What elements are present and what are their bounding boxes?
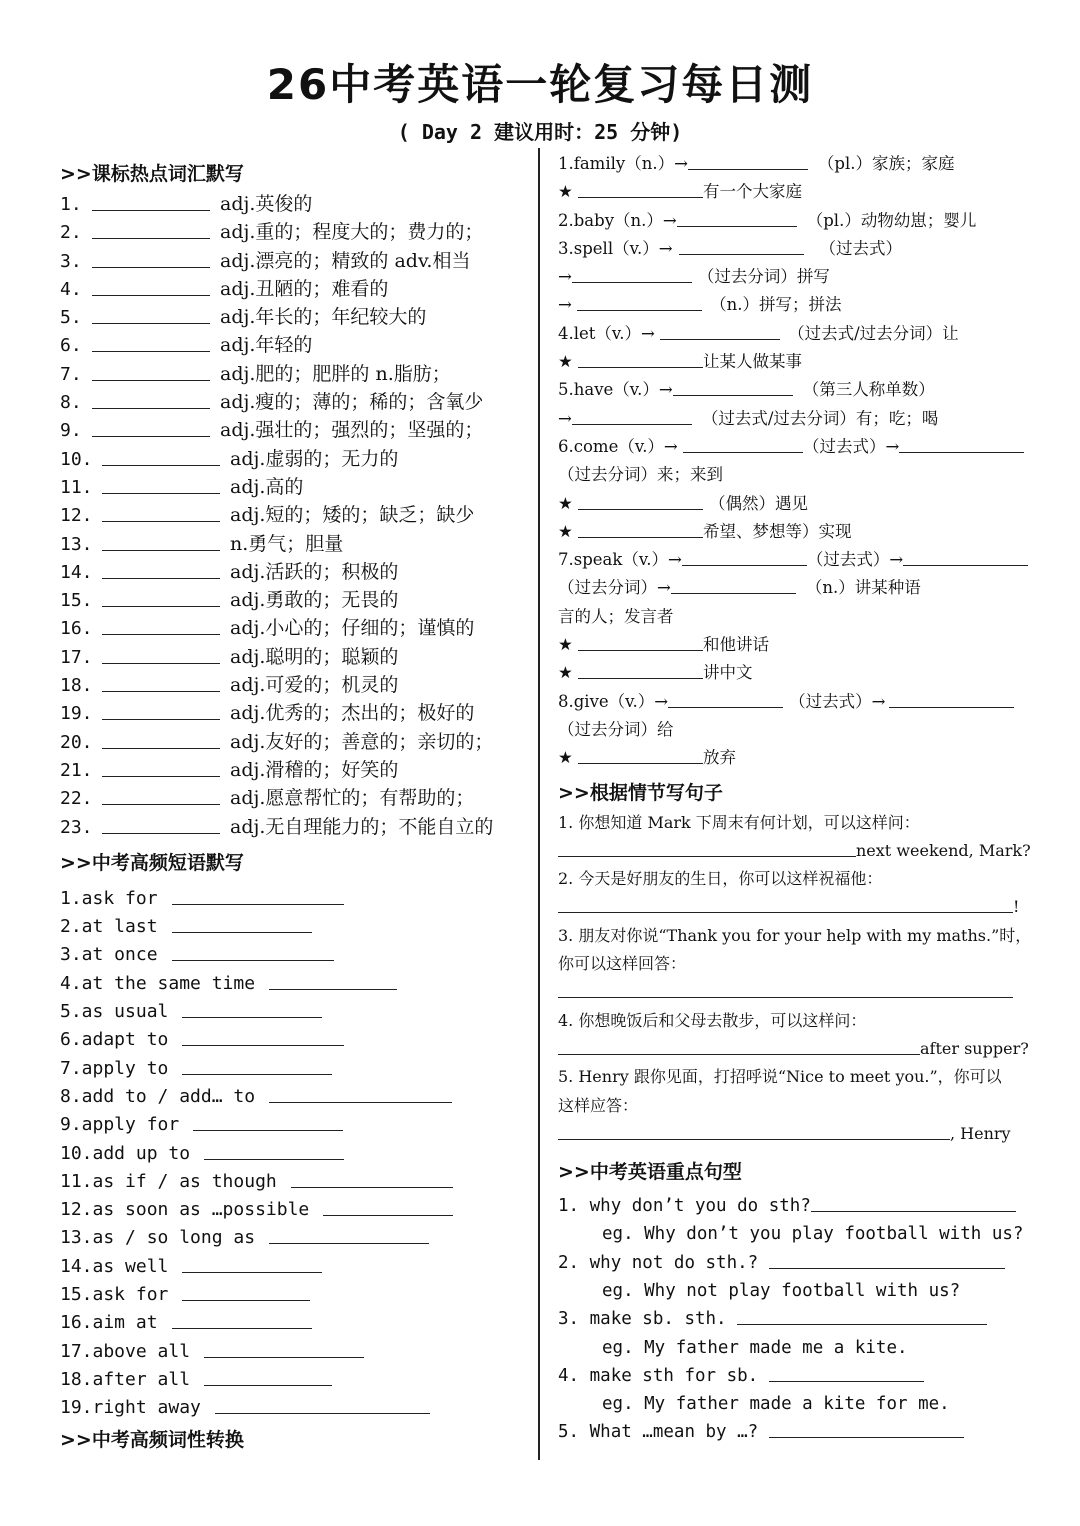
phrase-text: 10.add up to [60,1142,191,1164]
vocab-definition: adj.强壮的；强烈的；坚强的； [220,419,484,442]
pattern-example: eg. Why don’t you play football with us? [602,1224,1024,1245]
answer-blank[interactable] [688,152,808,170]
conversion-list [558,150,1048,773]
answer-line[interactable] [558,839,856,857]
answer-blank[interactable] [102,673,220,692]
conversion-row: （过去分词）给 [558,719,674,739]
answer-blank[interactable] [182,1056,332,1075]
vocab-row [60,501,530,529]
answer-blank[interactable] [578,520,703,538]
pattern-row: 5. What …mean by …? [558,1418,1048,1446]
conversion-row: ★ 和他讲话 [558,635,770,655]
answer-line[interactable] [558,1037,920,1055]
vocab-number: 7. [60,363,82,385]
phrase-row [60,1055,530,1083]
answer-blank[interactable] [102,532,220,551]
phrase-text: 18.after all [60,1368,191,1390]
answer-blank[interactable] [92,305,210,324]
conversion-heading: >>中考高频词性转换 [60,1429,244,1452]
phrase-row [60,1366,530,1394]
conversion-row: 1.family（n.）→ （pl.）家族；家庭 [558,154,955,173]
vocab-row [60,530,530,558]
situation-prompt: 2. 今天是好朋友的生日，你可以这样祝福他： [558,869,883,889]
conversion-row: ★ 有一个大家庭 [558,182,803,202]
vocab-number: 19. [60,703,93,725]
vocab-definition: adj.年轻的 [220,334,313,357]
conversion-row: 4.let（v.）→ （过去式/过去分词）让 [558,323,959,343]
vocab-number: 15. [60,590,93,612]
vocab-definition: adj.重的；程度大的；费力的； [220,221,484,244]
vocab-definition: adj.英俊的 [220,193,313,215]
answer-blank[interactable] [673,378,793,396]
situation-prompt: 3. 朋友对你说“Thank you for your help with my maths.”时， [558,925,1032,945]
answer-line[interactable] [769,1420,964,1438]
vocab-number: 4. [60,278,82,300]
vocab-row [60,247,530,275]
vocab-definition: adj.小心的；仔细的；谨慎的 [230,617,475,640]
answer-blank[interactable] [92,277,210,296]
situation-list [558,809,1048,1149]
vocab-number: 11. [60,476,93,498]
vocab-number: 21. [60,759,93,781]
page-title: 26中考英语一轮复习每日测 [266,60,814,109]
answer-blank[interactable] [102,475,220,494]
phrase-row [60,1196,530,1224]
vocab-number: 22. [60,788,93,810]
vocab-row [60,756,530,784]
vocab-row [60,699,530,727]
vocab-definition: adj.无自理能力的；不能自立的 [230,815,494,838]
answer-blank[interactable] [679,237,804,255]
conversion-row: ★ 希望、梦想等）实现 [558,521,852,541]
vocab-definition: adj.愿意帮忙的；有帮助的； [230,787,475,810]
vocab-number: 2. [60,222,82,244]
answer-blank[interactable] [577,293,702,311]
vocab-number: 1. [60,194,82,215]
vocab-definition: adj.肥的；肥胖的 n.脂肪； [220,362,451,385]
conversion-row: ★ 让某人做某事 [558,352,803,372]
vocab-number: 16. [60,618,93,640]
phrase-text: 6.adapt to [60,1029,169,1051]
vocab-row [60,416,530,444]
vocab-number: 10. [60,448,93,470]
phrase-text: 15.ask for [60,1283,169,1305]
answer-blank[interactable] [323,1197,453,1216]
situation-answer-row [558,978,1048,1006]
answer-line[interactable] [769,1251,1005,1269]
phrase-row [60,970,530,998]
phrase-row [60,1394,530,1422]
answer-blank[interactable] [92,418,210,437]
situation-answer-row: after supper? [558,1035,1048,1063]
answer-blank[interactable] [92,362,210,381]
phrase-row [60,1281,530,1309]
phrase-text: 5.as usual [60,1001,169,1023]
answer-blank[interactable] [572,265,692,283]
vocab-definition: adj.优秀的；杰出的；极好的 [230,702,475,725]
phrase-row [60,941,530,969]
phrase-text: 17.above all [60,1340,191,1362]
vocab-row [60,360,530,388]
situation-prompt: 1. 你想知道 Mark 下周末有何计划，可以这样问： [558,812,920,832]
phrase-text: 13.as / so long as [60,1227,256,1249]
vocab-definition: adj.丑陋的；难看的 [220,277,389,300]
answer-blank[interactable] [92,192,210,211]
conversion-row: 3.spell（v.）→ （过去式） [558,238,903,258]
vocab-row [60,728,530,756]
answer-blank[interactable] [572,407,692,425]
answer-blank[interactable] [899,435,1024,453]
situation-answer-row: next weekend, Mark? [558,837,1048,865]
vocab-definition: n.勇气；胆量 [230,532,344,555]
pattern-row: 1. why don’t you do sth? [558,1192,1048,1220]
vocab-row [60,445,530,473]
vocab-row [60,643,530,671]
phrase-text: 9.apply for [60,1114,180,1136]
answer-blank[interactable] [172,914,312,933]
answer-line[interactable] [737,1307,987,1325]
vocab-definition: adj.聪明的；聪颖的 [230,645,399,668]
vocab-definition: adj.高的 [230,475,304,498]
phrase-heading: >>中考高频短语默写 [60,851,244,874]
phrase-row [60,885,530,913]
answer-blank[interactable] [193,1112,343,1131]
phrase-text: 19.right away [60,1397,201,1419]
answer-blank[interactable] [903,548,1028,566]
answer-blank[interactable] [102,645,220,664]
answer-blank[interactable] [204,1141,344,1160]
answer-blank[interactable] [677,209,797,227]
answer-blank[interactable] [92,249,210,268]
answer-blank[interactable] [204,1339,364,1358]
conversion-row: 5.have（v.）→ （第三人称单数） [558,380,935,400]
answer-blank[interactable] [578,350,703,368]
phrase-row [60,998,530,1026]
pattern-heading: >>中考英语重点句型 [558,1161,742,1184]
answer-line[interactable] [811,1194,1016,1212]
column-divider [538,148,540,1460]
phrase-list [60,885,530,1423]
answer-blank[interactable] [102,758,220,777]
vocab-number: 13. [60,533,93,555]
situation-answer-row: , Henry [558,1120,1048,1148]
answer-blank[interactable] [578,661,703,679]
phrase-text: 4.at the same time [60,972,256,994]
answer-blank[interactable] [102,786,220,805]
answer-blank[interactable] [269,1225,429,1244]
answer-blank[interactable] [269,1084,452,1103]
phrase-row [60,1309,530,1337]
phrase-text: 1.ask for [60,887,158,909]
phrase-row [60,1083,530,1111]
conversion-row: （过去分词）来；来到 [558,465,723,485]
vocab-number: 12. [60,505,93,527]
vocab-number: 23. [60,816,93,838]
answer-blank[interactable] [92,390,210,409]
conversion-row: 8.give（v.）→ （过去式）→ [558,688,1048,716]
vocab-row [60,275,530,303]
answer-blank[interactable] [182,1282,310,1301]
answer-blank[interactable] [102,588,220,607]
vocab-row [60,331,530,359]
situation-answer-row: ! [558,893,1048,921]
pattern-example: eg. My father made me a kite. [602,1337,908,1358]
conversion-row: ★ 讲中文 [558,663,753,683]
situation-heading: >>根据情节写句子 [558,781,723,804]
vocab-row [60,388,530,416]
vocab-row [60,671,530,699]
pattern-example: eg. My father made a kite for me. [602,1394,950,1415]
conversion-row: ★ 放弃 [558,748,737,768]
vocab-definition: adj.可爱的；机灵的 [230,674,399,697]
situation-prompt: 4. 你想晚饭后和父母去散步，可以这样问： [558,1010,867,1030]
phrase-row [60,1026,530,1054]
conversion-row: ★ （偶然）遇见 [558,493,809,513]
answer-blank[interactable] [172,1310,312,1329]
vocab-row [60,558,530,586]
phrase-text: 3.at once [60,944,158,966]
phrase-row [60,1338,530,1366]
vocab-number: 5. [60,307,82,329]
vocab-row [60,473,530,501]
pattern-list [558,1192,1048,1447]
answer-blank[interactable] [172,942,334,961]
conversion-row: → （n.）拼写；拼法 [558,295,842,315]
vocab-definition: adj.瘦的；薄的；稀的；含氧少 [220,391,484,414]
answer-blank[interactable] [102,815,220,834]
answer-blank[interactable] [889,690,1014,708]
vocab-number: 6. [60,335,82,357]
vocab-row [60,218,530,246]
answer-blank[interactable] [102,701,220,720]
phrase-row [60,913,530,941]
answer-line[interactable] [558,980,1013,998]
answer-blank[interactable] [102,560,220,579]
phrase-text: 12.as soon as …possible [60,1199,310,1221]
vocab-row [60,813,530,841]
phrase-row [60,1140,530,1168]
answer-blank[interactable] [668,690,783,708]
vocab-row [60,614,530,642]
conversion-row: （过去分词）→ （n.）讲某种语 [558,578,921,598]
answer-blank[interactable] [291,1169,453,1188]
answer-blank[interactable] [578,746,703,764]
answer-line[interactable] [558,1122,950,1140]
answer-blank[interactable] [578,633,703,651]
answer-blank[interactable] [182,999,322,1018]
answer-blank[interactable] [102,503,220,522]
vocab-definition: adj.漂亮的；精致的 adv.相当 [220,249,471,272]
vocab-definition: adj.友好的；善意的；亲切的； [230,730,494,753]
answer-blank[interactable] [671,576,796,594]
answer-blank[interactable] [172,886,344,905]
page-subtitle: ( Day 2 建议用时：25 分钟) [397,120,683,144]
answer-blank[interactable] [578,180,703,198]
vocab-number: 20. [60,731,93,753]
answer-blank[interactable] [102,730,220,749]
vocab-number: 18. [60,675,93,697]
vocab-row [60,586,530,614]
answer-blank[interactable] [578,492,703,510]
phrase-row [60,1224,530,1252]
conversion-row: → （过去式/过去分词）有；吃；喝 [558,408,939,428]
vocab-row [60,303,530,331]
vocab-definition: adj.虚弱的；无力的 [230,447,399,470]
pattern-row: 4. make sth for sb. [558,1362,1048,1390]
vocab-list [60,190,530,841]
phrase-text: 11.as if / as though [60,1170,277,1192]
situation-prompt: 你可以这样回答： [558,954,687,974]
phrase-row [60,1253,530,1281]
pattern-row: 3. make sb. sth. [558,1305,1048,1333]
conversion-row: 6.come（v.）→ （过去式）→ [558,433,1048,461]
answer-blank[interactable] [682,548,807,566]
conversion-row: → （过去分词）拼写 [558,267,830,287]
phrase-text: 14.as well [60,1255,169,1277]
answer-blank[interactable] [660,322,780,340]
pattern-row: 2. why not do sth.? [558,1249,1048,1277]
answer-blank[interactable] [215,1395,430,1414]
vocab-definition: adj.滑稽的；好笑的 [230,758,399,781]
situation-prompt: 5. Henry 跟你见面，打招呼说“Nice to meet you.”，你可以 [558,1067,1002,1087]
conversion-row: 2.baby（n.）→ （pl.）动物幼崽；婴儿 [558,210,977,230]
answer-blank[interactable] [269,971,397,990]
vocab-number: 8. [60,392,82,414]
phrase-text: 2.at last [60,916,158,938]
conversion-row: 7.speak（v.）→ （过去式）→ [558,546,1048,574]
phrase-row [60,1168,530,1196]
answer-line[interactable] [769,1364,924,1382]
phrase-text: 8.add to / add… to [60,1085,256,1107]
vocab-number: 14. [60,561,93,583]
pattern-example: eg. Why not play football with us? [602,1280,961,1301]
vocab-number: 9. [60,420,82,442]
phrase-text: 7.apply to [60,1057,169,1079]
answer-blank[interactable] [102,447,220,466]
answer-line[interactable] [558,895,1013,913]
vocab-definition: adj.年长的；年纪较大的 [220,306,427,329]
answer-blank[interactable] [204,1367,332,1386]
vocab-number: 3. [60,250,82,272]
answer-blank[interactable] [182,1027,344,1046]
vocab-row [60,190,530,218]
situation-prompt: 这样应答： [558,1095,639,1115]
answer-blank[interactable] [92,220,210,239]
answer-blank[interactable] [102,616,220,635]
vocab-row [60,784,530,812]
right-column [558,150,1048,1447]
phrase-row [60,1111,530,1139]
vocab-definition: adj.短的；矮的；缺乏；缺少 [230,504,475,527]
vocab-number: 17. [60,646,93,668]
phrase-text: 16.aim at [60,1312,158,1334]
vocab-definition: adj.活跃的；积极的 [230,560,399,583]
conversion-row: 言的人；发言者 [558,606,674,626]
answer-blank[interactable] [182,1254,322,1273]
left-column [60,158,530,1456]
vocab-heading: >>课标热点词汇默写 [60,163,244,185]
answer-blank[interactable] [92,333,210,352]
answer-blank[interactable] [683,435,803,453]
vocab-definition: adj.勇敢的；无畏的 [230,589,399,612]
